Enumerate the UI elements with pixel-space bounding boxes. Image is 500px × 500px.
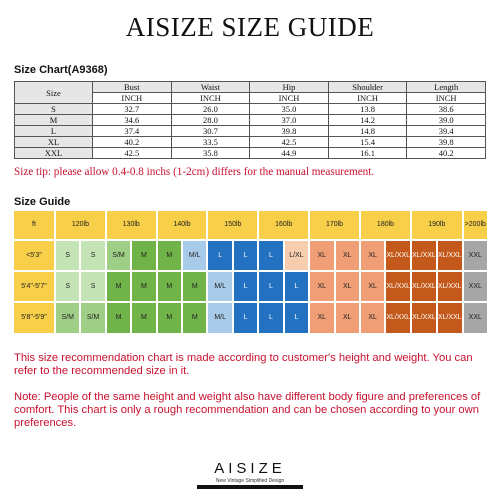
table-row [15, 148, 486, 159]
weight-header: 130lb [107, 211, 156, 239]
measurement-cell: 32.7 [93, 104, 172, 115]
size-recommendation-cell: XL [310, 241, 333, 270]
size-recommendation-cell: XL [361, 241, 384, 270]
column-header-bust: Bust [93, 82, 172, 93]
size-recommendation-cell: M/L [208, 272, 231, 301]
size-recommendation-cell: XL/XXL [438, 241, 462, 270]
measurement-cell: 16.1 [328, 148, 407, 159]
size-recommendation-cell: S/M [81, 303, 104, 333]
column-header-hip: Hip [250, 82, 329, 93]
size-recommendation-cell: XL/XXL [386, 303, 410, 333]
size-recommendation-cell: S [56, 241, 79, 270]
unit-header: INCH [93, 93, 172, 104]
column-header-shoulder: Shoulder [328, 82, 407, 93]
recommendation-note: This size recommendation chart is made according to customer's height and weight. You can refer to the recommended size in it. [14, 352, 473, 377]
size-recommendation-cell: M [183, 272, 206, 301]
measurement-cell: 40.2 [407, 148, 486, 159]
size-recommendation-cell: XL [310, 303, 333, 333]
size-guide-label: Size Guide [14, 196, 71, 208]
size-recommendation-cell: XL/XXL [412, 303, 436, 333]
size-cell: XXL [15, 148, 93, 159]
height-header: 5'8"-5'9" [14, 303, 54, 333]
measurement-cell: 28.0 [171, 115, 250, 126]
measurement-cell: 39.4 [407, 126, 486, 137]
table-row [15, 137, 486, 148]
measurement-cell: 37.0 [250, 115, 329, 126]
size-recommendation-cell: L [285, 303, 308, 333]
size-recommendation-cell: XL/XXL [412, 272, 436, 301]
size-cell: XL [15, 137, 93, 148]
size-tip: Size tip: please allow 0.4-0.8 inchs (1-2cm) differs for the manual measurement. [14, 166, 375, 178]
size-recommendation-cell: L [208, 241, 231, 270]
size-recommendation-cell: L [259, 241, 282, 270]
size-recommendation-cell: XL [336, 241, 359, 270]
size-recommendation-cell: M [132, 303, 155, 333]
size-recommendation-cell: XL [361, 272, 384, 301]
size-recommendation-cell: XXL [464, 272, 487, 301]
unit-header: INCH [171, 93, 250, 104]
measurement-cell: 34.6 [93, 115, 172, 126]
weight-header: 150lb [208, 211, 257, 239]
size-recommendation-cell: S/M [107, 241, 130, 270]
size-recommendation-cell: M [107, 303, 130, 333]
size-recommendation-cell: XL [310, 272, 333, 301]
size-recommendation-cell: M [183, 303, 206, 333]
size-recommendation-cell: M [158, 241, 181, 270]
brand-logo [0, 460, 500, 489]
measurement-cell: 37.4 [93, 126, 172, 137]
table-row [15, 104, 486, 115]
brand-tagline: New Vintage Simplified Design [215, 478, 285, 484]
measurement-cell: 39.0 [407, 115, 486, 126]
unit-header: INCH [407, 93, 486, 104]
size-recommendation-cell: L [234, 272, 257, 301]
column-header-length: Length [407, 82, 486, 93]
size-recommendation-cell: S/M [56, 303, 79, 333]
column-header-waist: Waist [171, 82, 250, 93]
measurement-cell: 39.8 [407, 137, 486, 148]
size-guide-grid [14, 211, 487, 327]
size-recommendation-cell: L/XL [285, 241, 308, 270]
measurement-cell: 39.8 [250, 126, 329, 137]
unit-header: INCH [328, 93, 407, 104]
size-chart-table [14, 81, 486, 159]
height-header: <5'3" [14, 241, 54, 270]
size-recommendation-cell: M [132, 241, 155, 270]
size-recommendation-cell: L [234, 241, 257, 270]
weight-header: 120lb [56, 211, 105, 239]
page-title: AISIZE SIZE GUIDE [125, 12, 375, 42]
measurement-cell: 26.0 [171, 104, 250, 115]
measurement-cell: 38.6 [407, 104, 486, 115]
weight-header: 180lb [361, 211, 410, 239]
measurement-cell: 13.8 [328, 104, 407, 115]
measurement-cell: 15.4 [328, 137, 407, 148]
size-recommendation-cell: XXL [464, 303, 487, 333]
size-recommendation-cell: XL [361, 303, 384, 333]
size-chart-label: Size Chart(A9368) [14, 64, 108, 76]
disclaimer-note: Note: People of the same height and weight also have different body figure and preferences of comfort. This chart is only a rough recommendation and can be chosen according to your own preferences. [14, 391, 481, 429]
size-recommendation-cell: L [259, 272, 282, 301]
measurement-cell: 40.2 [93, 137, 172, 148]
size-recommendation-cell: XL [336, 272, 359, 301]
size-recommendation-cell: M/L [208, 303, 231, 333]
measurement-cell: 14.8 [328, 126, 407, 137]
size-cell: L [15, 126, 93, 137]
measurement-cell: 33.5 [171, 137, 250, 148]
size-recommendation-cell: M [107, 272, 130, 301]
size-recommendation-cell: XL/XXL [438, 303, 462, 333]
size-recommendation-cell: S [81, 241, 104, 270]
brand-bar [197, 485, 303, 489]
measurement-cell: 30.7 [171, 126, 250, 137]
size-cell: M [15, 115, 93, 126]
weight-header: 190lb [412, 211, 462, 239]
measurement-cell: 42.5 [250, 137, 329, 148]
table-row [15, 126, 486, 137]
height-header: 5'4"-5'7" [14, 272, 54, 301]
unit-header: INCH [250, 93, 329, 104]
weight-header: >200lb [464, 211, 487, 239]
size-cell: S [15, 104, 93, 115]
size-recommendation-cell: XL/XXL [412, 241, 436, 270]
measurement-cell: 44.9 [250, 148, 329, 159]
table-row [15, 115, 486, 126]
weight-header: 160lb [259, 211, 308, 239]
size-recommendation-cell: XXL [464, 241, 487, 270]
size-recommendation-cell: XL/XXL [438, 272, 462, 301]
size-column-header: Size [15, 82, 93, 104]
measurement-cell: 42.5 [93, 148, 172, 159]
size-recommendation-cell: S [81, 272, 104, 301]
size-recommendation-cell: XL/XXL [386, 241, 410, 270]
guide-corner-cell: ft [14, 211, 54, 239]
brand-name: AISIZE [214, 460, 286, 477]
size-recommendation-cell: L [285, 272, 308, 301]
size-recommendation-cell: L [259, 303, 282, 333]
size-recommendation-cell: M [158, 303, 181, 333]
weight-header: 170lb [310, 211, 359, 239]
weight-header: 140lb [158, 211, 207, 239]
size-recommendation-cell: M [132, 272, 155, 301]
size-recommendation-cell: XL [336, 303, 359, 333]
measurement-cell: 14.2 [328, 115, 407, 126]
size-recommendation-cell: XL/XXL [386, 272, 410, 301]
size-recommendation-cell: M [158, 272, 181, 301]
size-recommendation-cell: L [234, 303, 257, 333]
size-recommendation-cell: S [56, 272, 79, 301]
measurement-cell: 35.0 [250, 104, 329, 115]
measurement-cell: 35.8 [171, 148, 250, 159]
size-recommendation-cell: M/L [183, 241, 206, 270]
